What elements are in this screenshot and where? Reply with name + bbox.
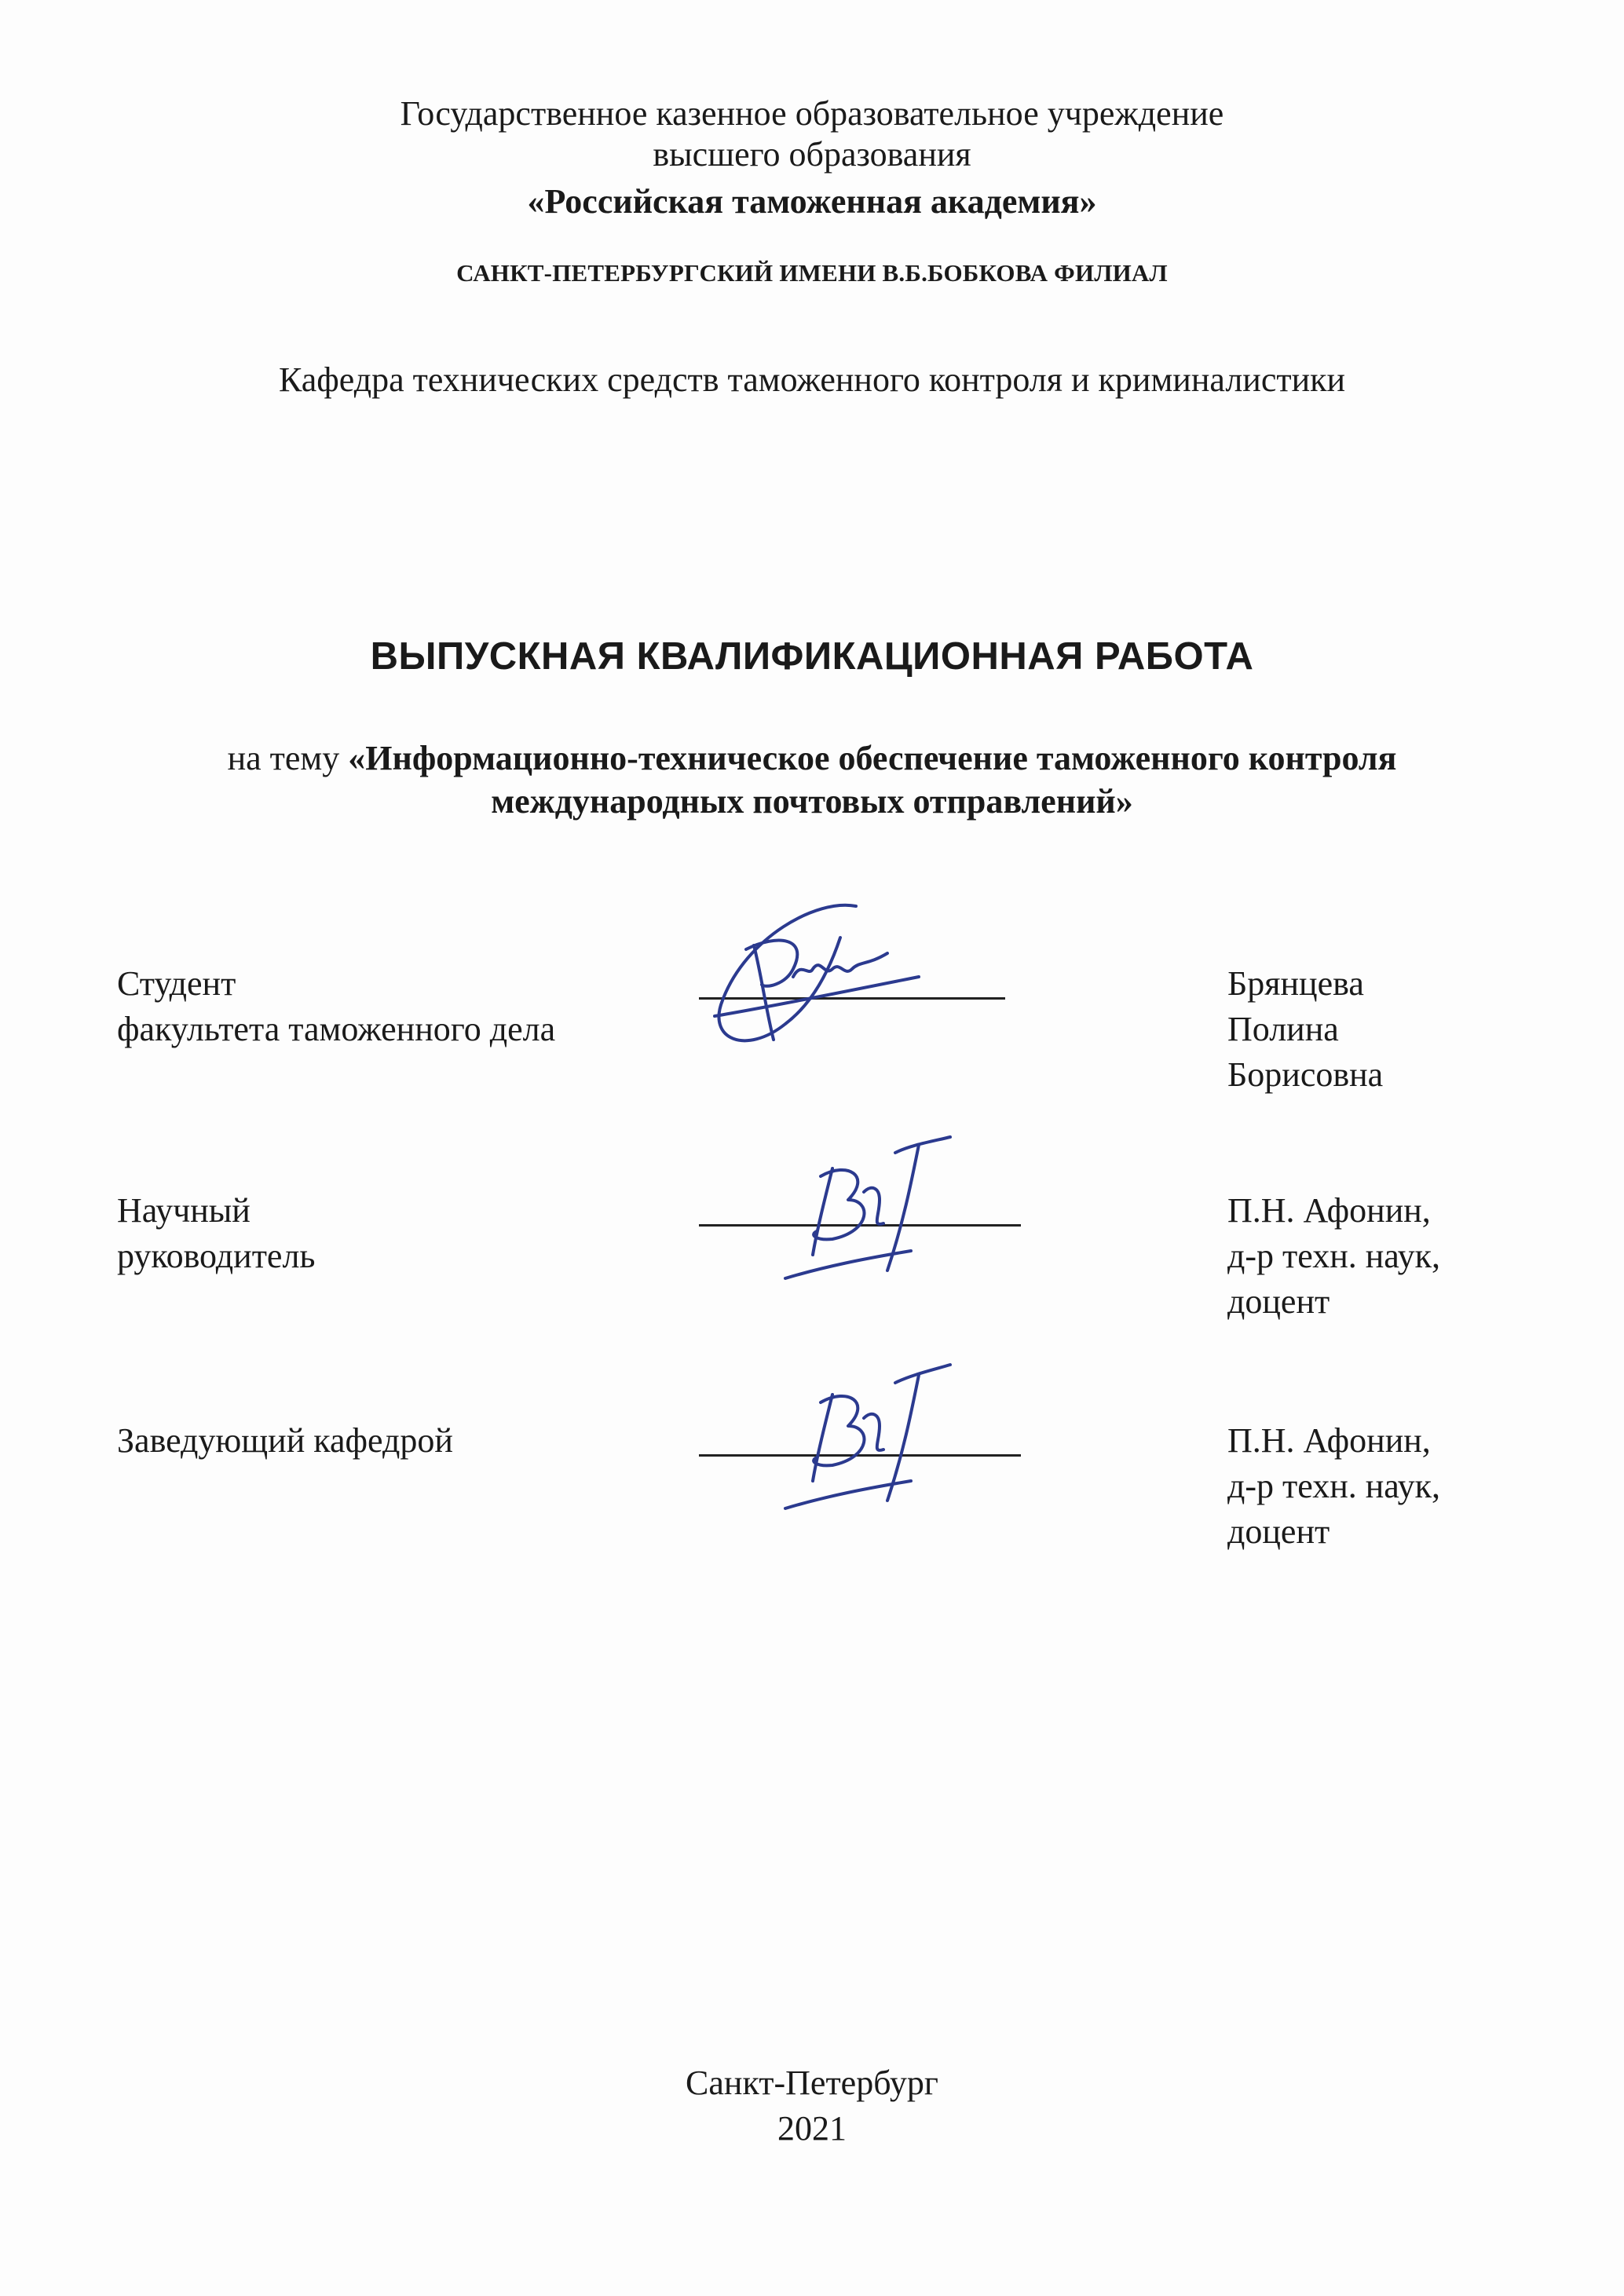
topic-title-part-2: международных почтовых отправлений» — [491, 782, 1133, 821]
supervisor-name — [1227, 1188, 1440, 1325]
role-line: факультета таможенного дела — [117, 1010, 556, 1048]
name-line: д-р техн. наук, — [1227, 1237, 1440, 1275]
name-line: П.Н. Афонин, — [1227, 1191, 1431, 1230]
role-line: Заведующий кафедрой — [117, 1421, 453, 1460]
name-line: Брянцева — [1227, 964, 1364, 1003]
name-line: Борисовна — [1227, 1055, 1384, 1094]
supervisor-signature — [754, 1121, 989, 1302]
department-name: Кафедра технических средств таможенного контроля и криминалистики — [278, 360, 1346, 399]
city: Санкт-Петербург — [686, 2064, 938, 2102]
topic-title-part-1: «Информационно-техническое обеспечение таможенного контроля — [348, 739, 1397, 777]
supervisor-role — [117, 1188, 315, 1279]
signatory-head-of-department — [0, 1418, 1624, 1638]
role-line: руководитель — [117, 1237, 316, 1275]
name-line: П.Н. Афонин, — [1227, 1421, 1431, 1460]
year: 2021 — [777, 2109, 847, 2148]
topic-prefix: на тему — [227, 739, 340, 777]
role-line: Студент — [117, 964, 236, 1003]
role-line: Научный — [117, 1191, 251, 1230]
academy-name: «Российская таможенная академия» — [527, 182, 1097, 221]
institution-line-1: Государственное казенное образовательное учреждение — [400, 94, 1224, 133]
name-line: доцент — [1227, 1512, 1330, 1551]
student-name — [1227, 961, 1383, 1098]
topic-line-2 — [0, 780, 1624, 823]
head-signature — [754, 1347, 989, 1528]
student-signature — [699, 890, 935, 1079]
topic-line-1 — [0, 737, 1624, 780]
branch-name: САНКТ-ПЕТЕРБУРГСКИЙ ИМЕНИ В.Б.БОБКОВА ФИЛИАЛ — [456, 259, 1168, 287]
student-role — [117, 961, 555, 1052]
name-line: Полина — [1227, 1010, 1339, 1048]
head-name — [1227, 1418, 1440, 1555]
document-type: ВЫПУСКНАЯ КВАЛИФИКАЦИОННАЯ РАБОТА — [370, 635, 1254, 678]
institution-line-2: высшего образования — [653, 135, 971, 174]
name-line: д-р техн. наук, — [1227, 1467, 1440, 1505]
name-line: доцент — [1227, 1282, 1330, 1321]
head-role — [117, 1418, 453, 1464]
